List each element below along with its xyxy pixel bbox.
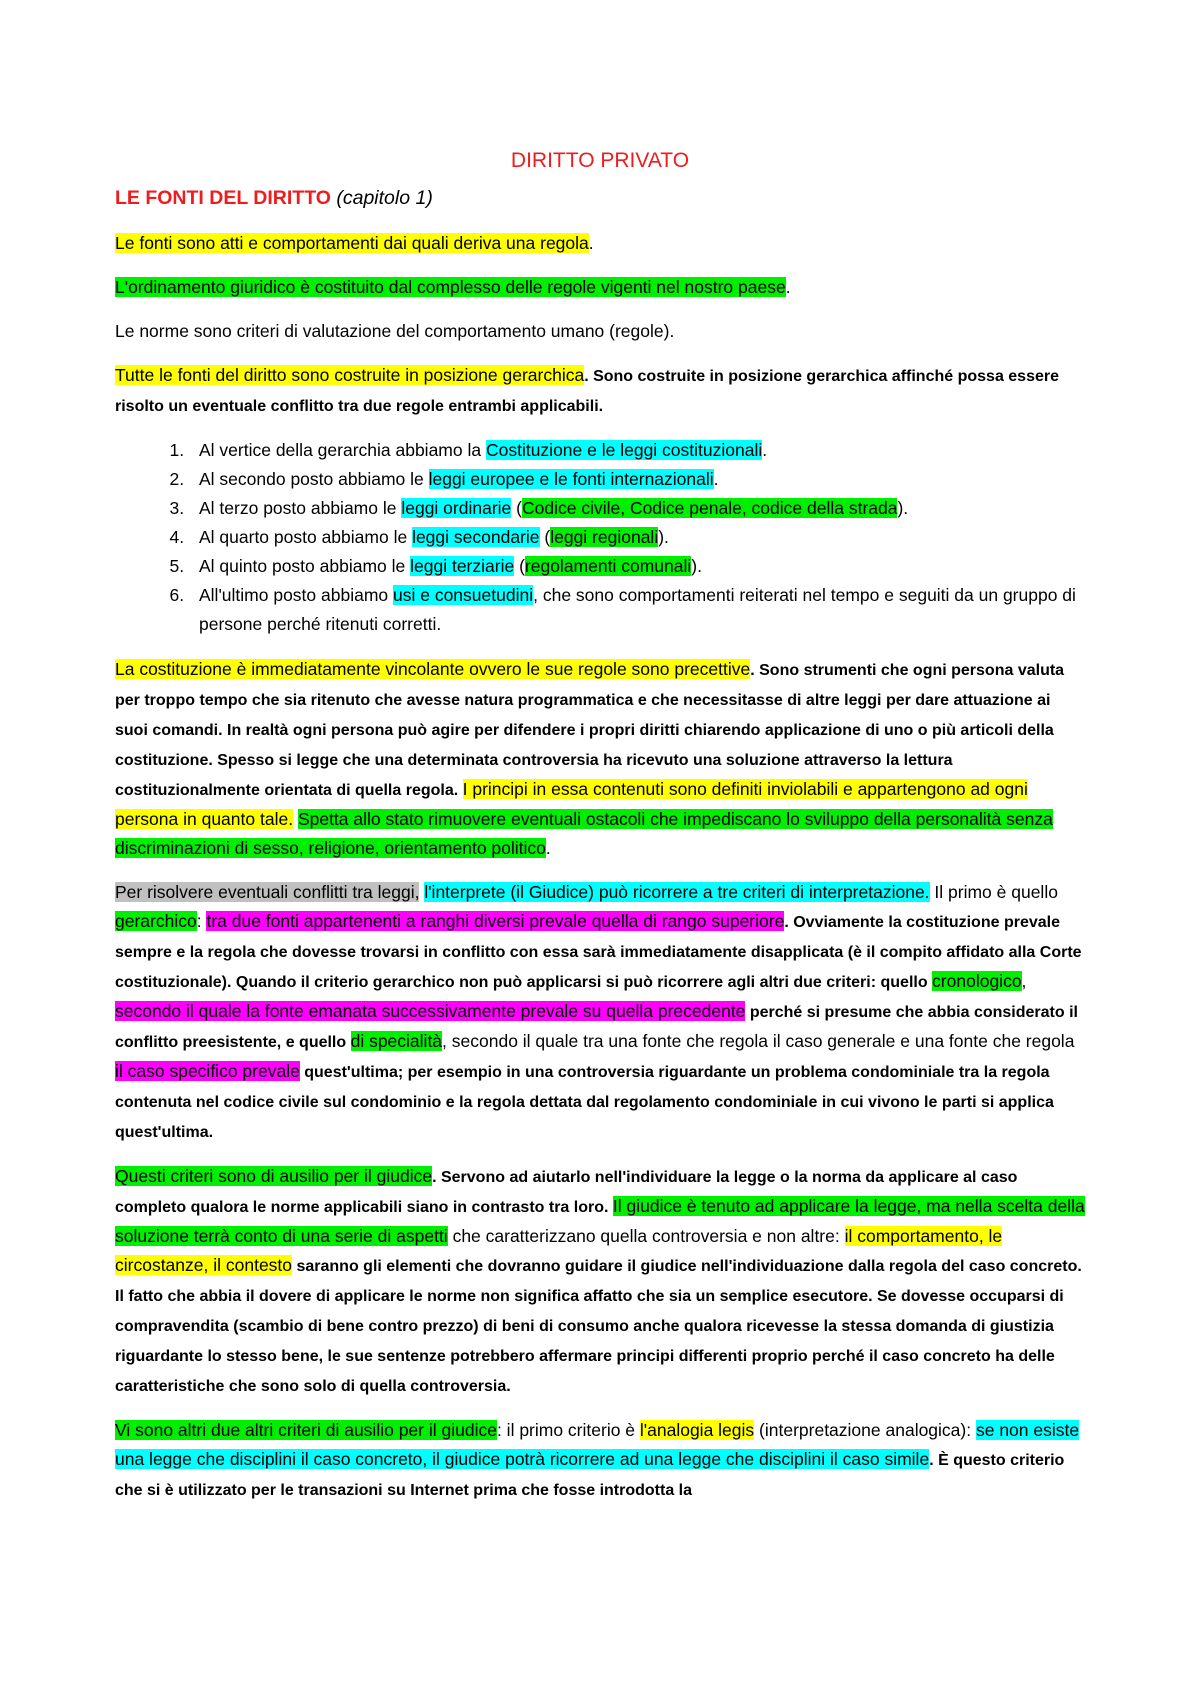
text: che caratterizzano quella controversia e non altre: — [447, 1226, 845, 1246]
highlight-green: leggi regionali — [550, 527, 659, 547]
highlight-yellow: l'analogia legis — [639, 1420, 755, 1440]
text-bold: . Servono ad aiutarlo nell'individuare la legge o la norma da applicare al caso completo qualora le norme applicabili siano in contrasto tra loro. — [115, 1169, 1018, 1216]
highlight-cyan: se non esiste una legge che disciplini il caso concreto, il giudice potrà ricorrere ad una legge che disciplini il caso simile — [115, 1420, 1080, 1469]
highlight-magenta: il caso specifico prevale — [115, 1061, 300, 1081]
highlight-yellow: Le fonti sono atti e comportamenti dai quali deriva una regola — [115, 233, 589, 253]
list-item — [189, 581, 1085, 639]
text: . — [713, 469, 719, 489]
text-bold: perché si presume che abbia considerato il conflitto preesistente, e quello — [115, 1004, 1078, 1051]
text: ). — [658, 527, 669, 547]
text: , — [1021, 971, 1027, 991]
list-item — [189, 436, 1085, 465]
paragraph-fonti — [115, 229, 1085, 258]
highlight-green: regolamenti comunali — [524, 556, 692, 576]
highlight-cyan: leggi secondarie — [412, 527, 540, 547]
highlight-green: Vi sono altri due altri criteri di ausilio per il giudice — [115, 1420, 497, 1440]
document-title: DIRITTO PRIVATO — [510, 149, 690, 172]
text: ). — [897, 498, 909, 518]
highlight-magenta: secondo il quale la fonte emanata successivamente prevale su quella precedente — [115, 1001, 746, 1021]
highlight-green: cronologico — [932, 971, 1022, 991]
highlight-magenta: tra due fonti appartenenti a ranghi diversi prevale quella di rango superiore — [206, 911, 785, 931]
section-heading-note: (capitolo 1) — [336, 187, 433, 209]
highlight-cyan: usi e consuetudini — [393, 585, 534, 605]
text-bold: . È questo criterio che si è utilizzato per le transazioni su Internet prima che fosse introdotta la — [115, 1452, 1065, 1499]
highlight-green: Questi criteri sono di ausilio per il giudice — [115, 1166, 433, 1186]
paragraph-ausilio — [115, 1162, 1085, 1401]
highlight-yellow: il comportamento, le circostanze, il contesto — [115, 1226, 1003, 1275]
text: Al terzo posto abbiamo le — [199, 498, 402, 518]
highlight-green: Il giudice è tenuto ad applicare la legge, ma nella scelta della soluzione terrà conto di una serie di aspetti — [115, 1196, 1085, 1246]
paragraph-criteri — [115, 878, 1085, 1147]
text: , che sono comportamenti reiterati nel tempo e seguiti da un gruppo di persone perché ritenuti corretti. — [199, 585, 1076, 634]
text: . — [545, 838, 551, 858]
text: : il primo criterio è — [496, 1420, 640, 1440]
highlight-cyan: leggi ordinarie — [401, 498, 512, 518]
paragraph-norme — [115, 317, 1085, 346]
text-bold: saranno gli elementi che dovranno guidare il giudice nell'individuazione dalla regola del caso concreto. Il fatto che abbia il dovere di applicare le norme non significa affatto che sia un semplice esecutore. Se dovesse occuparsi di compravendita (scambio di bene contro prezzo) di beni di consumo anche qualora ricevesse la stessa domanda di giustizia riguardante lo stesso bene, le sue sentenze potrebbero affermare principi differenti proprio perché il caso concreto ha delle caratteristiche che sono solo di quella controversia. — [115, 1258, 1082, 1395]
text: Al secondo posto abbiamo le — [199, 469, 429, 489]
section-heading — [115, 187, 1085, 210]
highlight-cyan: l'interprete (il Giudice) può ricorrere a tre criteri di interpretazione. — [424, 882, 930, 902]
highlight-green: L'ordinamento giuridico è costituito dal complesso delle regole vigenti nel nostro paese — [115, 277, 786, 297]
hierarchy-list — [115, 436, 1085, 639]
text-bold: quest'ultima; per esempio in una controversia riguardante un problema condominiale tra la regola contenuta nel codice civile sul condominio e la regola dettata dal regolamento condominiale in cui vivono le parti si applica quest'ultima. — [115, 1064, 1054, 1141]
text: ( — [511, 498, 522, 518]
text-bold: . Sono strumenti che ogni persona valuta per troppo tempo che sia ritenuto che avesse natura programmatica e che necessitasse di altre leggi per dare attuazione ai suoi comandi. In realtà ogni persona può agire per difendere i propri diritti chiarendo applicazione di uno o più articoli della costituzione. Spesso si legge che una determinata controversia ha ricevuto una soluzione attraverso la lettura costituzionalmente orientata di quella regola. — [115, 662, 1065, 799]
text: ( — [514, 556, 525, 576]
highlight-green: di specialità — [350, 1031, 443, 1051]
text: . — [588, 233, 594, 253]
highlight-gray: Per risolvere eventuali conflitti tra leggi, — [115, 882, 420, 902]
text: Il primo è quello — [929, 882, 1058, 902]
text: . — [762, 440, 768, 460]
highlight-yellow: Tutte le fonti del diritto sono costruite in posizione gerarchica — [115, 365, 585, 385]
text: Al quinto posto abbiamo le — [199, 556, 411, 576]
list-item — [189, 465, 1085, 494]
paragraph-ordinamento — [115, 273, 1085, 302]
text: ). — [691, 556, 702, 576]
text: Al vertice della gerarchia abbiamo la — [199, 440, 486, 460]
highlight-green: Codice civile, Codice penale, codice della strada — [521, 498, 898, 518]
highlight-yellow: La costituzione è immediatamente vincolante ovvero le sue regole sono precettive — [115, 659, 751, 679]
text: . — [785, 277, 791, 297]
text-bold: . Ovviamente la costituzione prevale sempre e la regola che dovesse trovarsi in conflitto con essa sarà immediatamente disapplicata (è il compito affidato alla Corte costituzionale). Quando il criterio gerarchico non può applicarsi si può ricorrere agli altri due criteri: quello — [115, 914, 1082, 991]
text: (interpretazione analogica): — [754, 1420, 976, 1440]
text: , secondo il quale tra una fonte che regola il caso generale e una fonte che regola — [442, 1031, 1075, 1051]
text: Le norme sono criteri di valutazione del comportamento umano (regole). — [115, 321, 675, 341]
highlight-cyan: leggi europee e le fonti internazionali — [428, 469, 714, 489]
paragraph-analogia — [115, 1416, 1085, 1505]
paragraph-costituzione — [115, 655, 1085, 863]
text: ( — [539, 527, 551, 547]
text-bold: . Sono costruite in posizione gerarchica affinché possa essere risolto un eventuale conflitto tra due regole entrambi applicabili. — [115, 368, 1059, 415]
list-item — [189, 494, 1085, 523]
highlight-green: Spetta allo stato rimuovere eventuali ostacoli che impediscano lo sviluppo della personalità senza discriminazioni di sesso, religione, orientamento politico — [115, 809, 1053, 858]
highlight-cyan: leggi terziarie — [410, 556, 515, 576]
highlight-cyan: Costituzione e le leggi costituzionali — [485, 440, 763, 460]
list-item — [189, 523, 1085, 552]
highlight-yellow: I principi in essa contenuti sono definiti inviolabili e appartengono ad ogni persona in quanto tale. — [115, 779, 1028, 829]
text: All'ultimo posto abbiamo — [199, 585, 393, 605]
highlight-green: gerarchico — [115, 911, 197, 931]
list-item — [189, 552, 1085, 581]
text: Al quarto posto abbiamo le — [199, 527, 413, 547]
paragraph-gerarchia — [115, 361, 1085, 421]
section-heading-text: LE FONTI DEL DIRITTO — [115, 187, 331, 209]
text: : — [196, 911, 207, 931]
